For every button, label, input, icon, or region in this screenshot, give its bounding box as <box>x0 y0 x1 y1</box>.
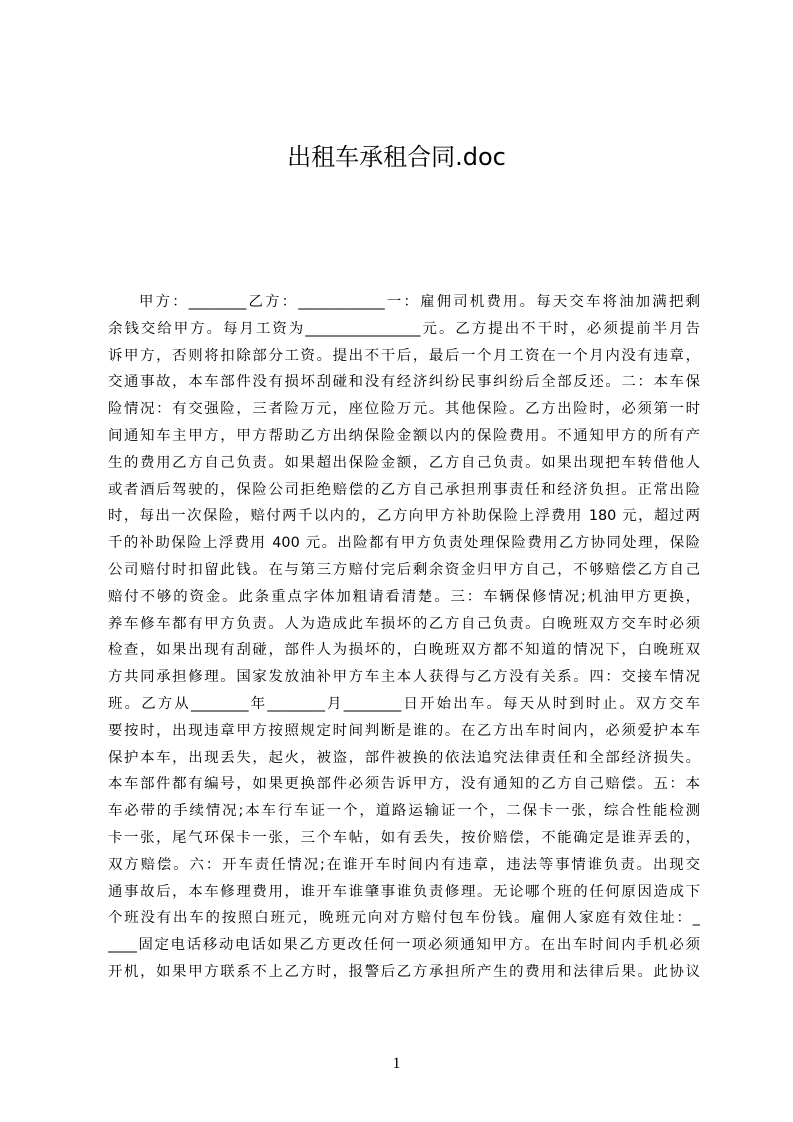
body-line: 千的补助保险上浮费用 400 元。出险都有甲方负责处理保险费用乙方协同处理，保险 <box>108 535 700 552</box>
body-line: 赔付不够的资金。此条重点字体加粗请看清楚。三：车辆保修情况;机油甲方更换， <box>108 588 700 605</box>
body-line: 开机，如果甲方联系不上乙方时，报警后乙方承担所产生的费用和法律后果。此协议 <box>108 963 700 980</box>
body-line: 要按时，出现违章甲方按照规定时间判断是谁的。在乙方出车时间内，必须爱护本车 <box>108 722 700 739</box>
document-title: 出租车承租合同.doc <box>287 143 506 171</box>
body-line: 诉甲方，否则将扣除部分工资。提出不干后，最后一个月工资在一个月内没有违章， <box>108 347 700 364</box>
body-line: 班。乙方从________年________月________日开始出车。每天从时到时止。双方交车 <box>108 695 700 712</box>
body-line: 车必带的手续情况;本车行车证一个，道路运输证一个，二保卡一张，综合性能检测 <box>108 803 700 820</box>
body-line: 本车部件都有编号，如果更换部件必须告诉甲方，没有通知的乙方自己赔偿。五：本 <box>108 776 700 793</box>
body-line: 或者酒后驾驶的，保险公司拒绝赔偿的乙方自己承担刑事责任和经济负担。正常出险 <box>108 481 700 498</box>
contract-body <box>108 289 700 986</box>
body-line: 时，每出一次保险，赔付两千以内的，乙方向甲方补助保险上浮费用 180 元，超过两 <box>108 508 700 525</box>
body-line: 个班没有出车的按照白班元，晚班元向对方赔付包车份钱。雇佣人家庭有效住址：_ <box>108 910 700 927</box>
body-line: 检查，如果出现有刮碰，部件人为损坏的，白晚班双方都不知道的情况下，白晚班双 <box>108 642 700 659</box>
body-line: 养车修车都有甲方负责。人为造成此车损坏的乙方自己负责。白晚班双方交车时必须 <box>108 615 700 632</box>
page-number: 1 <box>392 1055 401 1072</box>
body-line: 双方赔偿。六：开车责任情况;在谁开车时间内有违章，违法等事情谁负责。出现交 <box>108 856 700 873</box>
body-line: 保护本车，出现丢失，起火，被盗，部件被换的依法追究法律责任和全部经济损失。 <box>108 749 700 766</box>
body-line: 生的费用乙方自己负责。如果超出保险金额，乙方自己负责。如果出现把车转借他人 <box>108 454 700 471</box>
body-line: 交通事故，本车部件没有损坏刮碰和没有经济纠纷民事纠纷后全部反还。二：本车保 <box>108 374 700 391</box>
body-line: ____固定电话移动电话如果乙方更改任何一项必须通知甲方。在出车时间内手机必须 <box>108 937 700 954</box>
body-line: 通事故后，本车修理费用，谁开车谁肇事谁负责修理。无论哪个班的任何原因造成下 <box>108 883 700 900</box>
body-line: 方共同承担修理。国家发放油补甲方车主本人获得与乙方没有关系。四：交接车情况 <box>108 669 700 686</box>
body-line: 甲方：________乙方：____________一：雇佣司机费用。每天交车将油加满把剩 <box>139 294 700 310</box>
body-line: 卡一张，尾气环保卡一张，三个车帖，如有丢失，按价赔偿，不能确定是谁弄丢的， <box>108 829 700 846</box>
body-line: 间通知车主甲方，甲方帮助乙方出纳保险金额以内的保险费用。不通知甲方的所有产 <box>108 427 700 444</box>
body-line: 余钱交给甲方。每月工资为________________元。乙方提出不干时，必须提前半月告 <box>108 320 700 337</box>
body-line: 险情况：有交强险，三者险万元，座位险万元。其他保险。乙方出险时，必须第一时 <box>108 401 700 418</box>
body-line: 公司赔付时扣留此钱。在与第三方赔付完后剩余资金归甲方自己，不够赔偿乙方自己 <box>108 561 700 578</box>
